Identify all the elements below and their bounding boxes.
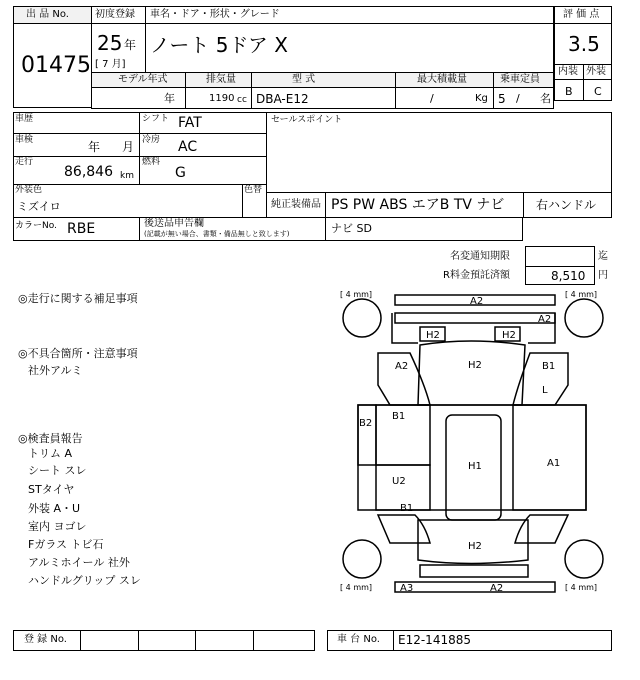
inspector-item: アルミホイール 社外: [28, 556, 130, 569]
shift-value: FAT: [178, 115, 202, 131]
hood: [418, 341, 525, 405]
tire-label-rr: [ 4 mm]: [565, 583, 598, 592]
mark-headlight-right: H2: [502, 330, 516, 341]
name-change-box: [525, 246, 595, 267]
chassis-number: E12-141885: [398, 633, 471, 647]
car-name: ノート 5ドア X: [150, 33, 288, 57]
max-load-unit: Kg: [475, 93, 488, 104]
sales-point-label: セールスポイント: [271, 115, 343, 125]
inspector-item: シート スレ: [28, 464, 87, 477]
oem-equipment-value: PS PW ABS エアB TV ナビ: [331, 197, 505, 213]
reg-no-label: 登 録 No.: [24, 634, 67, 645]
interior-value: B: [565, 85, 573, 98]
steering-value: 右ハンドル: [536, 198, 597, 212]
recycle-amount: 8,510: [551, 269, 586, 283]
tire-label-rl: [ 4 mm]: [340, 583, 373, 592]
wheel-rear-left: [343, 540, 381, 578]
rear-bumper: [395, 582, 555, 592]
type-label: 型 式: [292, 74, 316, 85]
reg-year: 25: [97, 31, 123, 55]
aftermarket-items: ナビ SD: [331, 222, 372, 235]
max-load-sep: /: [430, 92, 434, 105]
ext-color-label: 外装色: [15, 185, 43, 195]
quarter-left: [378, 515, 430, 543]
inspector-item: 室内 ヨゴレ: [28, 520, 87, 533]
exterior-label: 外装: [586, 66, 606, 77]
inspection-label: 車検: [15, 135, 34, 145]
mark-fender-left: A2: [395, 361, 409, 372]
type-value: DBA-E12: [256, 92, 309, 106]
mark-rear-bumper: A2: [490, 583, 504, 594]
wheel-rear-right: [565, 540, 603, 578]
wheel-front-right: [565, 299, 603, 337]
color-no-value: RBE: [67, 221, 96, 237]
aftermarket-note: (記載が無い場合、書類・備品無しと致します): [144, 230, 290, 238]
mileage-value: 86,846: [64, 164, 113, 180]
front-panel: [395, 313, 555, 323]
oem-equipment-label: 純正装備品: [271, 199, 321, 210]
mark-door-left-rear: U2: [392, 476, 406, 487]
mark-rear-hatch: H2: [468, 541, 482, 552]
ac-value: AC: [178, 139, 198, 155]
car-damage-diagram: [330, 285, 615, 607]
inspection-year-unit: 年: [88, 140, 101, 154]
capacity-label: 乗車定員: [500, 74, 540, 85]
tire-label-fr: [ 4 mm]: [565, 290, 598, 299]
front-frame: [392, 313, 555, 343]
max-load-label: 最大積載量: [417, 74, 467, 85]
mark-roof: H1: [468, 461, 482, 472]
lot-label: 出 品 No.: [26, 9, 69, 20]
inspector-item: Fガラス トビ石: [28, 538, 104, 551]
defects-item: 社外アルミ: [28, 364, 83, 377]
year-unit: 年: [124, 38, 137, 52]
capacity-sep: /: [516, 92, 520, 105]
mark-front-panel: A2: [538, 314, 552, 325]
wheel-front-left: [343, 299, 381, 337]
fuel-label: 燃料: [142, 157, 161, 167]
exterior-value: C: [594, 85, 602, 98]
mileage-unit: km: [120, 171, 134, 181]
name-change-unit: 迄: [598, 251, 608, 262]
ext-color-value: ミズイロ: [17, 200, 61, 213]
shift-label: シフト: [142, 114, 170, 124]
capacity-unit: 名: [540, 92, 551, 105]
mark-rear-panel-left: A3: [400, 583, 414, 594]
defects-label: ◎不具合箇所・注意事項: [18, 347, 138, 360]
interior-label: 内装: [558, 66, 578, 77]
recycle-label: R料金預託済額: [443, 270, 510, 281]
fender-right: [513, 353, 568, 405]
first-reg-label: 初度登録: [95, 9, 135, 20]
inspector-item: トリム A: [28, 447, 73, 460]
mark-fender-right-l: L: [542, 385, 548, 396]
tire-label-fl: [ 4 mm]: [340, 290, 373, 299]
name-label: 車名・ドア・形状・グレード: [150, 9, 280, 20]
reg-month: [ 7 月]: [95, 59, 126, 70]
model-year-unit: 年: [164, 92, 175, 105]
grade-label: 評 価 点: [563, 9, 600, 20]
displacement-value: 1190: [209, 93, 235, 104]
recycle-unit: 円: [598, 270, 608, 281]
aftermarket-label: 後送品申告欄: [144, 218, 204, 229]
mark-door-right: A1: [547, 458, 561, 469]
displacement-unit: cc: [237, 95, 247, 105]
mark-quarter-left: B1: [400, 503, 414, 514]
inspector-label: ◎検査員報告: [18, 432, 83, 445]
side-left: [358, 405, 376, 465]
color-change-label: 色替: [244, 185, 263, 195]
color-no-label: カラーNo.: [15, 221, 57, 231]
mark-side-left: B2: [359, 418, 373, 429]
mileage-label: 走行: [15, 157, 34, 167]
inspector-item: STタイヤ: [28, 483, 75, 496]
mark-hood: H2: [468, 360, 482, 371]
mark-top-bumper: A2: [470, 296, 484, 307]
inspection-month-unit: 月: [122, 140, 135, 154]
inspector-item: ハンドルグリップ スレ: [28, 574, 141, 587]
mark-fender-right: B1: [542, 361, 556, 372]
mark-door-left-front: B1: [392, 411, 406, 422]
name-change-label: 名変通知期限: [450, 251, 510, 262]
rear-lamps: [420, 565, 528, 577]
history-label: 車歴: [15, 114, 34, 124]
fuel-value: G: [175, 165, 186, 181]
capacity-value: 5: [498, 92, 506, 106]
mark-headlight-left: H2: [426, 330, 440, 341]
driving-notes-label: ◎走行に関する補足事項: [18, 292, 138, 305]
inspector-item: 外装 A・U: [28, 502, 81, 515]
grade-value: 3.5: [568, 32, 600, 56]
displacement-label: 排気量: [206, 74, 236, 85]
ac-label: 冷房: [142, 135, 161, 145]
model-year-label: モデル年式: [118, 74, 168, 85]
quarter-right: [515, 515, 568, 543]
chassis-label: 車 台 No.: [337, 634, 380, 645]
lot-number: 01475: [21, 53, 91, 78]
details-left: [13, 112, 267, 185]
